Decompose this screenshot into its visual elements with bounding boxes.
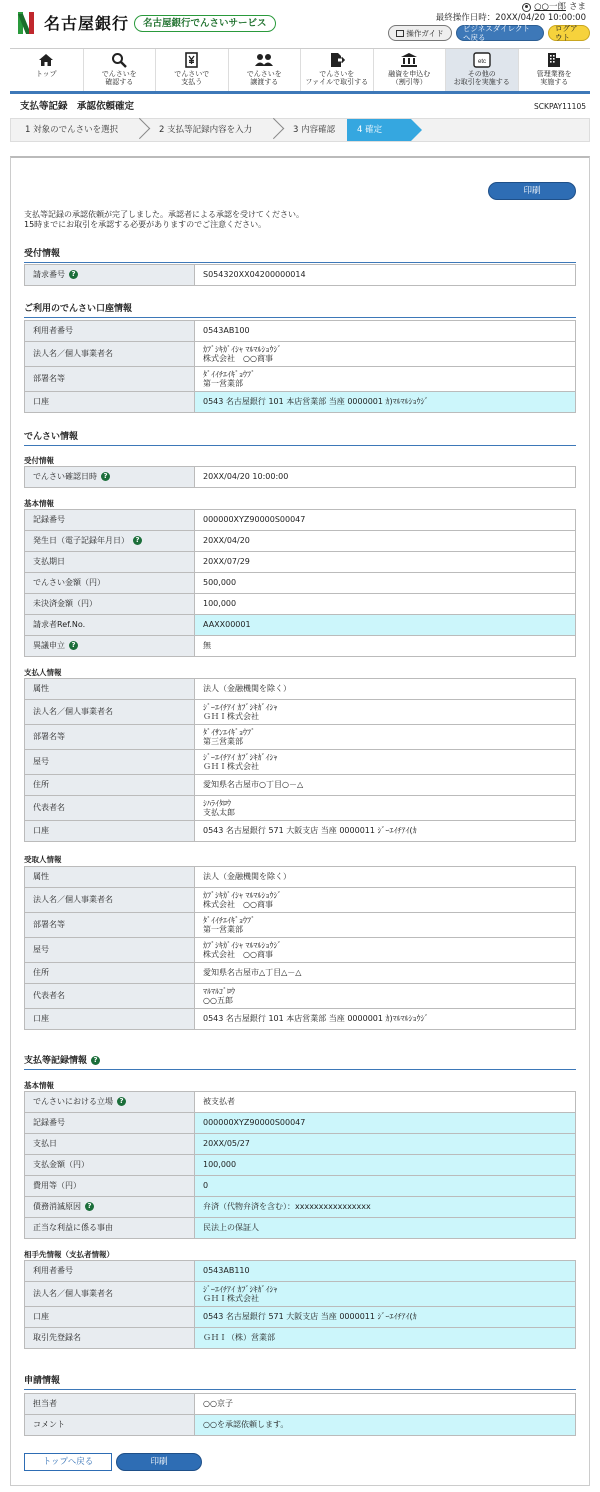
sub-kihon: 基本情報	[24, 499, 54, 508]
nav-item-label: 管理業務を 実施する	[536, 70, 572, 87]
row-label-text: でんさい金額（円）	[33, 578, 105, 588]
row-label	[25, 679, 195, 700]
search-icon	[110, 52, 128, 68]
row-label-text: でんさいにおける立場	[33, 1097, 113, 1107]
section-densai: でんさい情報	[24, 432, 576, 446]
row-value: ﾀﾞｲｻﾝｴｲｷﾞｮｳﾌﾞ 第三営業部	[195, 725, 576, 750]
table-row	[25, 913, 576, 938]
row-label-text: 住所	[33, 780, 49, 790]
nav-item-label: でんさいを 確認する	[101, 70, 137, 87]
step-3: 3 内容確認	[293, 124, 336, 135]
row-label	[25, 1394, 195, 1415]
print-button-bottom[interactable]: 印刷	[116, 1453, 202, 1471]
table-row	[25, 984, 576, 1009]
row-label	[25, 1328, 195, 1349]
row-value: 500,000	[195, 573, 576, 594]
row-label	[25, 1197, 195, 1218]
row-label-text: 支払期日	[33, 557, 65, 567]
row-label-text: 代表者名	[33, 991, 65, 1001]
nav-item-label: その他の お取引を実施する	[453, 70, 510, 87]
bank-logo[interactable]	[18, 12, 129, 36]
row-label-text: 口座	[33, 1312, 49, 1322]
row-value: ｼﾞｰｴｲﾁｱｲ ｶﾌﾞｼｷｶﾞｲｼｬ ＧＨＩ株式会社	[195, 700, 576, 725]
sub-aite: 相手先情報（支払者情報）	[24, 1250, 114, 1259]
row-value: 20XX/05/27	[195, 1134, 576, 1155]
row-label	[25, 984, 195, 1009]
table-row	[25, 1155, 576, 1176]
row-label	[25, 867, 195, 888]
row-label-text: 口座	[33, 826, 49, 836]
row-value: 0543 名古屋銀行 571 大阪支店 当座 0000011 ｼﾞｰｴｲﾁｱｲ(ｶ	[195, 821, 576, 842]
page-title: 支払等記録 承認依頼確定	[20, 101, 135, 112]
table-row	[25, 1415, 576, 1436]
table-row	[25, 1009, 576, 1030]
table-row	[25, 321, 576, 342]
row-label	[25, 1415, 195, 1436]
help-icon[interactable]: ?	[69, 641, 78, 650]
row-value: ｶﾌﾞｼｷｶﾞｲｼｬ ﾏﾙﾏﾙｼｮｳｼﾞ 株式会社 ○○商事	[195, 938, 576, 963]
row-label-text: 支払金額（円）	[33, 1160, 89, 1170]
row-label	[25, 1009, 195, 1030]
row-label-text: 部署名等	[33, 732, 65, 742]
step-2: 2 支払等記録内容を入力	[159, 124, 253, 135]
nav-item-2[interactable]	[155, 49, 228, 91]
table-row	[25, 796, 576, 821]
row-label	[25, 615, 195, 636]
row-value: 20XX/07/29	[195, 552, 576, 573]
people-icon	[255, 52, 273, 68]
row-value: ｼﾞｰｴｲﾁｱｲ ｶﾌﾞｼｷｶﾞｲｼｬ ＧＨＩ株式会社	[195, 750, 576, 775]
row-label-text: 記録番号	[33, 515, 65, 525]
nav-item-label: トップ	[35, 70, 57, 78]
row-label-text: 担当者	[33, 1399, 57, 1409]
row-value: ｼﾊﾗｲﾀﾛｳ 支払太郎	[195, 796, 576, 821]
row-label-text: 異議申立	[33, 641, 65, 651]
row-label-text: 屋号	[33, 757, 49, 767]
table-densai-uketsuke	[24, 466, 576, 488]
user-suffix: さま	[568, 2, 586, 12]
row-value: 0543 名古屋銀行 571 大阪支店 当座 0000011 ｼﾞｰｴｲﾁｱｲ(ｶ	[195, 1307, 576, 1328]
row-label-text: 支払日	[33, 1139, 57, 1149]
table-kihon	[24, 509, 576, 657]
row-label	[25, 594, 195, 615]
nav-item-label: でんさいで 支払う	[174, 70, 210, 87]
logout-button[interactable]: ログアウト	[548, 25, 590, 41]
row-label-text: 債務消滅原因	[33, 1202, 81, 1212]
service-name-badge: 名古屋銀行でんさいサービス	[134, 15, 276, 32]
row-label	[25, 392, 195, 413]
row-label-text: 費用等（円）	[33, 1181, 81, 1191]
help-icon[interactable]: ?	[85, 1202, 94, 1211]
row-label-text: コメント	[33, 1420, 65, 1430]
completion-message-text: 支払等記録の承認依頼が完了しました。承認者による承認を受けてください。 15時までにお取引を承認する必要がありますのでご注意ください。	[24, 210, 304, 229]
table-uketsuke	[24, 264, 576, 286]
row-label-text: 利用者番号	[33, 326, 73, 336]
row-label	[25, 552, 195, 573]
row-label-text: 部署名等	[33, 920, 65, 930]
table-row	[25, 1282, 576, 1307]
row-label	[25, 531, 195, 552]
row-label-text: 口座	[33, 397, 49, 407]
table-row	[25, 1328, 576, 1349]
nav-item-label: 融資を申込む （割引等）	[388, 70, 431, 87]
row-value: 20XX/04/20 10:00:00	[195, 467, 576, 488]
nav-item-label: でんさいを 譲渡する	[246, 70, 282, 87]
row-label-text: 口座	[33, 1014, 49, 1024]
table-row	[25, 392, 576, 413]
row-value: 20XX/04/20	[195, 531, 576, 552]
section-shinsei: 申請情報	[24, 1376, 576, 1390]
yen-document-icon	[183, 52, 201, 68]
row-label	[25, 750, 195, 775]
back-to-top-button[interactable]: トップへ戻る	[24, 1453, 112, 1471]
row-label	[25, 573, 195, 594]
business-direct-button[interactable]: ビジネスダイレクトへ戻る	[456, 25, 544, 41]
table-row	[25, 1176, 576, 1197]
row-label-text: 法人名／個人事業者名	[33, 349, 113, 359]
table-row	[25, 615, 576, 636]
table-row	[25, 821, 576, 842]
row-label-text: 法人名／個人事業者名	[33, 707, 113, 717]
row-label	[25, 963, 195, 984]
row-value: 000000XYZ90000S00047	[195, 510, 576, 531]
step-4-current: 4 確定	[347, 119, 411, 141]
row-value: 0543AB100	[195, 321, 576, 342]
table-row	[25, 510, 576, 531]
nav-item-label: でんさいを ファイルで取引する	[305, 70, 369, 87]
row-value: 0	[195, 1176, 576, 1197]
screen-id: SCKPAY11105	[534, 102, 586, 111]
nav-item-7[interactable]	[518, 49, 591, 91]
completion-message	[24, 210, 304, 230]
table-row	[25, 963, 576, 984]
row-label-text: 発生日（電子記録年月日）	[33, 536, 129, 546]
help-icon[interactable]: ?	[101, 472, 110, 481]
help-icon[interactable]: ?	[133, 536, 142, 545]
table-row	[25, 700, 576, 725]
row-value: ＧＨＩ（株）営業部	[195, 1328, 576, 1349]
row-label	[25, 1282, 195, 1307]
row-label	[25, 1155, 195, 1176]
row-label	[25, 1113, 195, 1134]
table-shinsei	[24, 1393, 576, 1436]
user-info	[522, 2, 586, 12]
operation-guide-label: 操作ガイド	[406, 28, 444, 38]
sub-densai-uketsuke: 受付情報	[24, 456, 54, 465]
row-value: AAXX00001	[195, 615, 576, 636]
bank-icon	[400, 52, 418, 68]
row-value: 愛知県名古屋市○丁目○－△	[195, 775, 576, 796]
row-label	[25, 1134, 195, 1155]
row-label-text: 代表者名	[33, 803, 65, 813]
row-label-text: 正当な利益に係る事由	[33, 1223, 113, 1233]
row-label	[25, 913, 195, 938]
table-aite	[24, 1260, 576, 1349]
row-label-text: 請求番号	[33, 270, 65, 280]
nav-item-3[interactable]	[228, 49, 301, 91]
row-value: ﾀﾞｲｲﾁｴｲｷﾞｮｳﾌﾞ 第一営業部	[195, 367, 576, 392]
global-nav	[10, 48, 590, 94]
row-label	[25, 367, 195, 392]
home-icon	[37, 52, 55, 68]
row-label	[25, 821, 195, 842]
table-shiharainin	[24, 678, 576, 842]
table-row	[25, 594, 576, 615]
row-label	[25, 265, 195, 286]
row-value: 法人（金融機関を除く）	[195, 679, 576, 700]
row-label	[25, 510, 195, 531]
step-separator-icon	[135, 119, 145, 141]
row-label	[25, 938, 195, 963]
row-value: 民法上の保証人	[195, 1218, 576, 1239]
sub-uketorinin: 受取人情報	[24, 855, 62, 864]
row-label	[25, 725, 195, 750]
table-row	[25, 679, 576, 700]
table-row	[25, 1113, 576, 1134]
header	[0, 0, 600, 48]
row-label	[25, 1307, 195, 1328]
table-row	[25, 775, 576, 796]
row-value: ○○を承認依頼します。	[195, 1415, 576, 1436]
section-account: ご利用のでんさい口座情報	[24, 304, 576, 318]
row-value: 愛知県名古屋市△丁目△－△	[195, 963, 576, 984]
row-value: ｼﾞｰｴｲﾁｱｲ ｶﾌﾞｼｷｶﾞｲｼｬ ＧＨＩ株式会社	[195, 1282, 576, 1307]
row-value: ﾀﾞｲｲﾁｴｲｷﾞｮｳﾌﾞ 第一営業部	[195, 913, 576, 938]
help-icon[interactable]: ?	[117, 1097, 126, 1106]
row-label-text: 取引先登録名	[33, 1333, 81, 1343]
table-row	[25, 1197, 576, 1218]
row-label-text: 請求者Ref.No.	[33, 620, 86, 630]
row-label	[25, 1261, 195, 1282]
operation-guide-button[interactable]	[388, 25, 452, 41]
user-name-link[interactable]: ○○一郎	[534, 2, 566, 12]
row-label-text: でんさい確認日時	[33, 472, 97, 482]
table-row	[25, 1394, 576, 1415]
row-label	[25, 321, 195, 342]
row-value: 100,000	[195, 1155, 576, 1176]
row-label	[25, 1218, 195, 1239]
row-label-text: 未決済金額（円）	[33, 599, 97, 609]
sub-shiharainin: 支払人情報	[24, 668, 62, 677]
help-icon[interactable]: ?	[69, 270, 78, 279]
table-uketorinin	[24, 866, 576, 1030]
row-value: ｶﾌﾞｼｷｶﾞｲｼｬ ﾏﾙﾏﾙｼｮｳｼﾞ 株式会社 ○○商事	[195, 888, 576, 913]
table-row	[25, 888, 576, 913]
section-uketsuke: 受付情報	[24, 249, 576, 263]
table-row	[25, 467, 576, 488]
row-label	[25, 636, 195, 657]
row-label	[25, 342, 195, 367]
table-row	[25, 573, 576, 594]
row-value: ｶﾌﾞｼｷｶﾞｲｼｬ ﾏﾙﾏﾙｼｮｳｼﾞ 株式会社 ○○商事	[195, 342, 576, 367]
step-indicator	[10, 118, 590, 142]
table-row	[25, 1261, 576, 1282]
header-buttons	[388, 25, 590, 41]
row-label	[25, 888, 195, 913]
step-separator-icon	[269, 119, 279, 141]
table-row	[25, 1307, 576, 1328]
table-row	[25, 265, 576, 286]
row-value: ﾏﾙﾏﾙｺﾞﾛｳ ○○五郎	[195, 984, 576, 1009]
row-label-text: 利用者番号	[33, 1266, 73, 1276]
row-value: 被支払者	[195, 1092, 576, 1113]
table-row	[25, 867, 576, 888]
row-value: 100,000	[195, 594, 576, 615]
nav-item-6[interactable]	[445, 49, 518, 91]
table-account	[24, 320, 576, 413]
section-shiharai	[24, 1056, 576, 1070]
book-icon	[396, 30, 404, 37]
nav-item-1[interactable]	[83, 49, 156, 91]
table-row	[25, 552, 576, 573]
table-row	[25, 636, 576, 657]
row-value: 弁済（代物弁済を含む）：xxxxxxxxxxxxxxxx	[195, 1197, 576, 1218]
table-row	[25, 750, 576, 775]
bank-name: 名古屋銀行	[44, 14, 130, 34]
row-value: 000000XYZ90000S00047	[195, 1113, 576, 1134]
row-label-text: 法人名／個人事業者名	[33, 1289, 113, 1299]
row-value: 無	[195, 636, 576, 657]
row-label-text: 屋号	[33, 945, 49, 955]
nav-item-0[interactable]	[10, 49, 83, 91]
print-button-top[interactable]: 印刷	[488, 182, 576, 200]
row-label-text: 記録番号	[33, 1118, 65, 1128]
row-label	[25, 775, 195, 796]
row-value: ○○京子	[195, 1394, 576, 1415]
bank-logo-mark-icon	[18, 12, 36, 36]
user-icon	[522, 3, 531, 12]
table-row	[25, 938, 576, 963]
section-shiharai-label: 支払等記録情報	[24, 1056, 88, 1066]
row-label-text: 属性	[33, 872, 49, 882]
row-label	[25, 700, 195, 725]
table-row	[25, 1134, 576, 1155]
nav-item-4[interactable]	[300, 49, 373, 91]
table-row	[25, 725, 576, 750]
etc-icon	[473, 52, 491, 68]
row-label	[25, 467, 195, 488]
row-label	[25, 796, 195, 821]
step-1: 1 対象のでんさいを選択	[25, 124, 119, 135]
row-label-text: 住所	[33, 968, 49, 978]
row-value: 0543 名古屋銀行 101 本店営業部 当座 0000001 ｶ)ﾏﾙﾏﾙｼｮｳｼﾞ	[195, 392, 576, 413]
file-transfer-icon	[328, 52, 346, 68]
table-row	[25, 531, 576, 552]
table-row	[25, 1218, 576, 1239]
table-kihon2	[24, 1091, 576, 1239]
row-label-text: 法人名／個人事業者名	[33, 895, 113, 905]
row-value: 法人（金融機関を除く）	[195, 867, 576, 888]
row-label-text: 部署名等	[33, 374, 65, 384]
row-value: S054320XX04200000014	[195, 265, 576, 286]
row-label	[25, 1176, 195, 1197]
nav-item-5[interactable]	[373, 49, 446, 91]
last-operation-time: 最終操作日時：20XX/04/20 10:00:00	[435, 13, 586, 23]
row-value: 0543AB110	[195, 1261, 576, 1282]
row-label-text: 属性	[33, 684, 49, 694]
table-row	[25, 342, 576, 367]
table-row	[25, 1092, 576, 1113]
row-value: 0543 名古屋銀行 101 本店営業部 当座 0000001 ｶ)ﾏﾙﾏﾙｼｮｳｼﾞ	[195, 1009, 576, 1030]
row-label	[25, 1092, 195, 1113]
sub-kihon2: 基本情報	[24, 1081, 54, 1090]
svg-text:etc: etc	[477, 59, 486, 65]
help-icon[interactable]: ?	[91, 1056, 100, 1065]
table-row	[25, 367, 576, 392]
building-icon	[545, 52, 563, 68]
